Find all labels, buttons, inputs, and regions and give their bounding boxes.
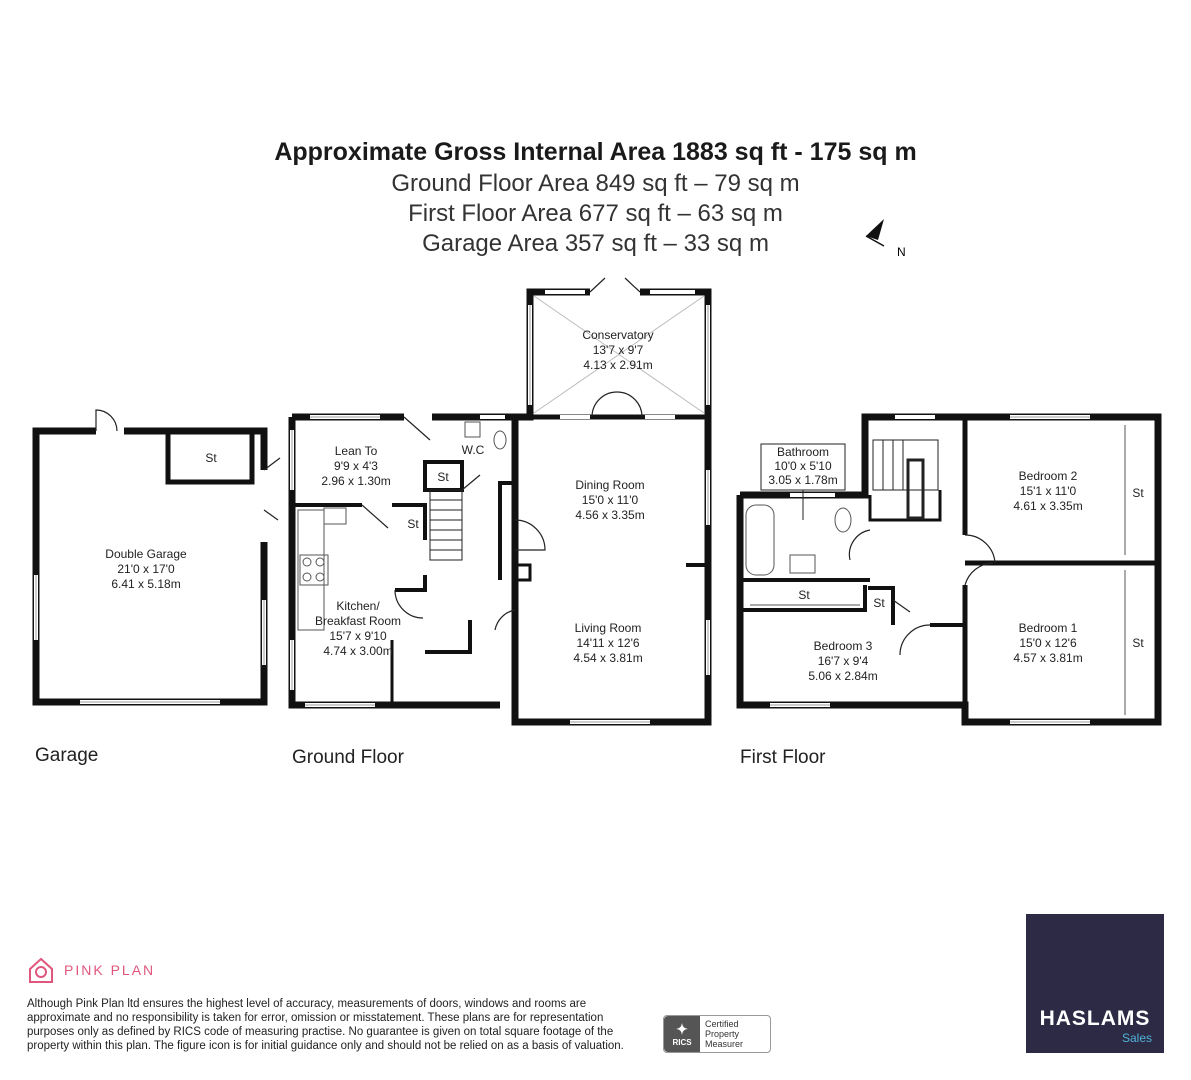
bathroom-met: 3.05 x 1.78m <box>768 473 838 487</box>
ground-floor-area: Ground Floor Area 849 sq ft – 79 sq m <box>391 170 800 197</box>
store-bedroom3: St <box>798 588 810 602</box>
rics-seal-icon: ✦ RICS <box>664 1016 700 1052</box>
conservatory-imp: 13'7 x 9'7 <box>592 343 644 357</box>
bedroom2-name: Bedroom 2 <box>1018 469 1078 483</box>
dining-met: 4.56 x 3.35m <box>575 508 645 522</box>
lean-to-met: 2.96 x 1.30m <box>321 474 391 488</box>
compass-icon <box>866 219 906 259</box>
kitchen-met: 4.74 x 3.00m <box>323 644 393 658</box>
living-met: 4.54 x 3.81m <box>573 651 643 665</box>
rics-badge <box>663 1015 771 1053</box>
rics-cert-line3: Measurer <box>705 1039 744 1049</box>
bedroom1-imp: 15'0 x 12'6 <box>1019 636 1077 650</box>
gross-area-title: Approximate Gross Internal Area 1883 sq ft - 175 sq m <box>274 138 917 166</box>
garage-met: 6.41 x 5.18m <box>111 577 181 591</box>
living-name: Living Room <box>574 621 642 635</box>
lean-to-imp: 9'9 x 4'3 <box>334 459 378 473</box>
haslams-logo <box>1026 914 1164 1053</box>
haslams-name: HASLAMS <box>1039 1007 1151 1030</box>
conservatory-met: 4.13 x 2.91m <box>583 358 653 372</box>
compass-label: N <box>897 245 906 259</box>
window-lines <box>36 305 1090 722</box>
bedroom3-name: Bedroom 3 <box>813 639 873 653</box>
garage-area: Garage Area 357 sq ft – 33 sq m <box>422 230 769 257</box>
section-ground-floor: Ground Floor <box>292 747 404 768</box>
first-floor-area: First Floor Area 677 sq ft – 63 sq m <box>408 200 783 227</box>
garage-imp: 21'0 x 17'0 <box>117 562 175 576</box>
bathroom-imp: 10'0 x 5'10 <box>774 459 832 473</box>
dining-imp: 15'0 x 11'0 <box>581 493 639 507</box>
garage-name: Double Garage <box>105 547 187 561</box>
kitchen-imp: 15'7 x 9'10 <box>329 629 387 643</box>
bathroom-name: Bathroom <box>776 445 830 459</box>
disclaimer: Although Pink Plan ltd ensures the highest level of accuracy, measurements of doors, windows and rooms are approximate and no responsibility is taken for error, omission or misstatement. These plans are for representation purposes only as defined by RICS code of measuring practise. No guarantee is given on total square footage of the property within this plan. The figure icon is for initial guidance only and should not be relied on as a basis of valuation. <box>27 998 624 1052</box>
dining-name: Dining Room <box>575 478 645 492</box>
haslams-sub: Sales <box>1121 1031 1152 1045</box>
bedroom3-met: 5.06 x 2.84m <box>808 669 878 683</box>
kitchen-name-2: Breakfast Room <box>314 614 402 628</box>
bedroom1-name: Bedroom 1 <box>1018 621 1078 635</box>
section-garage: Garage <box>35 745 99 766</box>
pink-plan-logo <box>26 954 155 986</box>
lean-to-name: Lean To <box>334 444 378 458</box>
bedroom3-imp: 16'7 x 9'4 <box>817 654 869 668</box>
rics-cert <box>705 1019 743 1049</box>
kitchen-name-1: Kitchen/ <box>336 599 380 613</box>
conservatory-name: Conservatory <box>582 328 654 342</box>
rics-label: RICS <box>672 1038 692 1047</box>
store-bedroom1: St <box>1132 636 1144 650</box>
section-first-floor: First Floor <box>740 747 826 768</box>
bedroom1-met: 4.57 x 3.81m <box>1013 651 1083 665</box>
windows <box>36 292 1090 722</box>
bedroom2-met: 4.61 x 3.35m <box>1013 499 1083 513</box>
house-logo-icon <box>26 955 56 985</box>
rics-cert-line2: Property <box>705 1029 740 1039</box>
wc-label: W.C <box>461 443 485 457</box>
living-imp: 14'11 x 12'6 <box>576 636 640 650</box>
store-bedroom2: St <box>1132 486 1144 500</box>
garage-store: St <box>205 451 217 465</box>
rics-cert-line1: Certified <box>705 1019 739 1029</box>
store-2: St <box>407 517 419 531</box>
store-landing: St <box>873 596 885 610</box>
pink-plan-brand: PINK PLAN <box>64 962 156 978</box>
doors <box>96 278 995 655</box>
store-1: St <box>437 470 449 484</box>
bedroom2-imp: 15'1 x 11'0 <box>1019 484 1077 498</box>
